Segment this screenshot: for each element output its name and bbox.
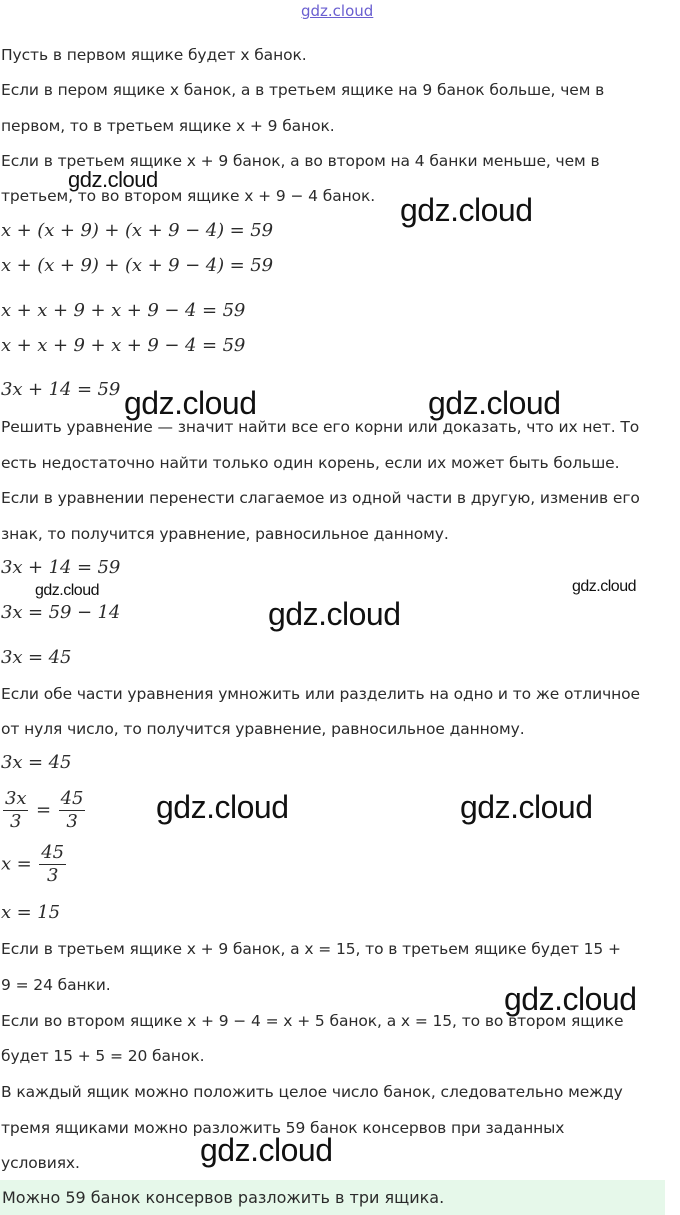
fraction bbox=[59, 788, 86, 833]
equation: 3x = 59 − 14 bbox=[1, 602, 121, 623]
text-line: 9 = 24 банки. bbox=[1, 976, 111, 994]
text-line: есть недостаточно найти только один корень, если их может быть больше. bbox=[1, 454, 620, 472]
equation: x = 15 bbox=[1, 902, 60, 923]
text-line: будет 15 + 5 = 20 банок. bbox=[1, 1047, 205, 1065]
numerator: 45 bbox=[60, 788, 84, 809]
fraction bbox=[39, 842, 66, 887]
watermark: gdz.cloud bbox=[268, 596, 401, 632]
equation-lhs: x = bbox=[1, 853, 32, 875]
text-line: знак, то получится уравнение, равносильное данному. bbox=[1, 525, 449, 543]
denominator: 3 bbox=[10, 811, 22, 832]
numerator: 45 bbox=[41, 842, 64, 863]
fraction-equation bbox=[1, 842, 68, 887]
answer-text: Можно 59 банок консервов разложить в три ящика. bbox=[2, 1188, 445, 1207]
numerator: 3x bbox=[5, 788, 27, 809]
text-line: Решить уравнение — значит найти все его корни или доказать, что их нет. То bbox=[1, 418, 640, 436]
text-line: от нуля число, то получится уравнение, равносильное данному. bbox=[1, 720, 525, 738]
watermark: gdz.cloud bbox=[200, 1132, 333, 1168]
text-line: Если обе части уравнения умножить или разделить на одно и то же отличное bbox=[1, 685, 640, 703]
fraction bbox=[3, 788, 28, 833]
equation: 3x = 45 bbox=[1, 752, 72, 773]
equation: 3x + 14 = 59 bbox=[1, 557, 121, 578]
watermark: gdz.cloud bbox=[572, 578, 636, 595]
watermark: gdz.cloud bbox=[400, 192, 533, 228]
text-line: Если в пером ящике x банок, а в третьем ящике на 9 банок больше, чем в bbox=[1, 81, 605, 99]
text-line: первом, то в третьем ящике x + 9 банок. bbox=[1, 117, 335, 135]
text-line: Если в третьем ящике x + 9 банок, а x = 15, то в третьем ящике будет 15 + bbox=[1, 940, 621, 958]
denominator: 3 bbox=[46, 865, 59, 886]
denominator: 3 bbox=[66, 811, 78, 832]
watermark: gdz.cloud bbox=[460, 789, 593, 825]
equation: x + x + 9 + x + 9 − 4 = 59 bbox=[1, 335, 246, 356]
site-header-link[interactable]: gdz.cloud bbox=[301, 2, 374, 20]
text-line: Если в третьем ящике x + 9 банок, а во втором на 4 банки меньше, чем в bbox=[1, 152, 600, 170]
watermark: gdz.cloud bbox=[68, 167, 158, 192]
equation: x + (x + 9) + (x + 9 − 4) = 59 bbox=[1, 220, 273, 241]
text-line: условиях. bbox=[1, 1154, 80, 1172]
fraction-equation bbox=[1, 788, 87, 833]
watermark: gdz.cloud bbox=[156, 789, 289, 825]
watermark: gdz.cloud bbox=[428, 385, 561, 421]
text-line: Если во втором ящике x + 9 − 4 = x + 5 банок, а x = 15, то во втором ящике bbox=[1, 1012, 624, 1030]
text-line: тремя ящиками можно разложить 59 банок консервов при заданных bbox=[1, 1119, 565, 1137]
watermark: gdz.cloud bbox=[504, 981, 637, 1017]
text-line: В каждый ящик можно положить целое число банок, следовательно между bbox=[1, 1083, 623, 1101]
watermark: gdz.cloud bbox=[35, 582, 99, 599]
equals-sign: = bbox=[36, 799, 52, 821]
text-line: третьем, то во втором ящике x + 9 − 4 банок. bbox=[1, 187, 376, 205]
equation: 3x = 45 bbox=[1, 647, 72, 668]
text-line: Пусть в первом ящике будет x банок. bbox=[1, 46, 307, 64]
equation: x + (x + 9) + (x + 9 − 4) = 59 bbox=[1, 255, 273, 276]
text-line: Если в уравнении перенести слагаемое из одной части в другую, изменив его bbox=[1, 489, 640, 507]
equation: x + x + 9 + x + 9 − 4 = 59 bbox=[1, 300, 246, 321]
equation: 3x + 14 = 59 bbox=[1, 379, 121, 400]
watermark: gdz.cloud bbox=[124, 385, 257, 421]
